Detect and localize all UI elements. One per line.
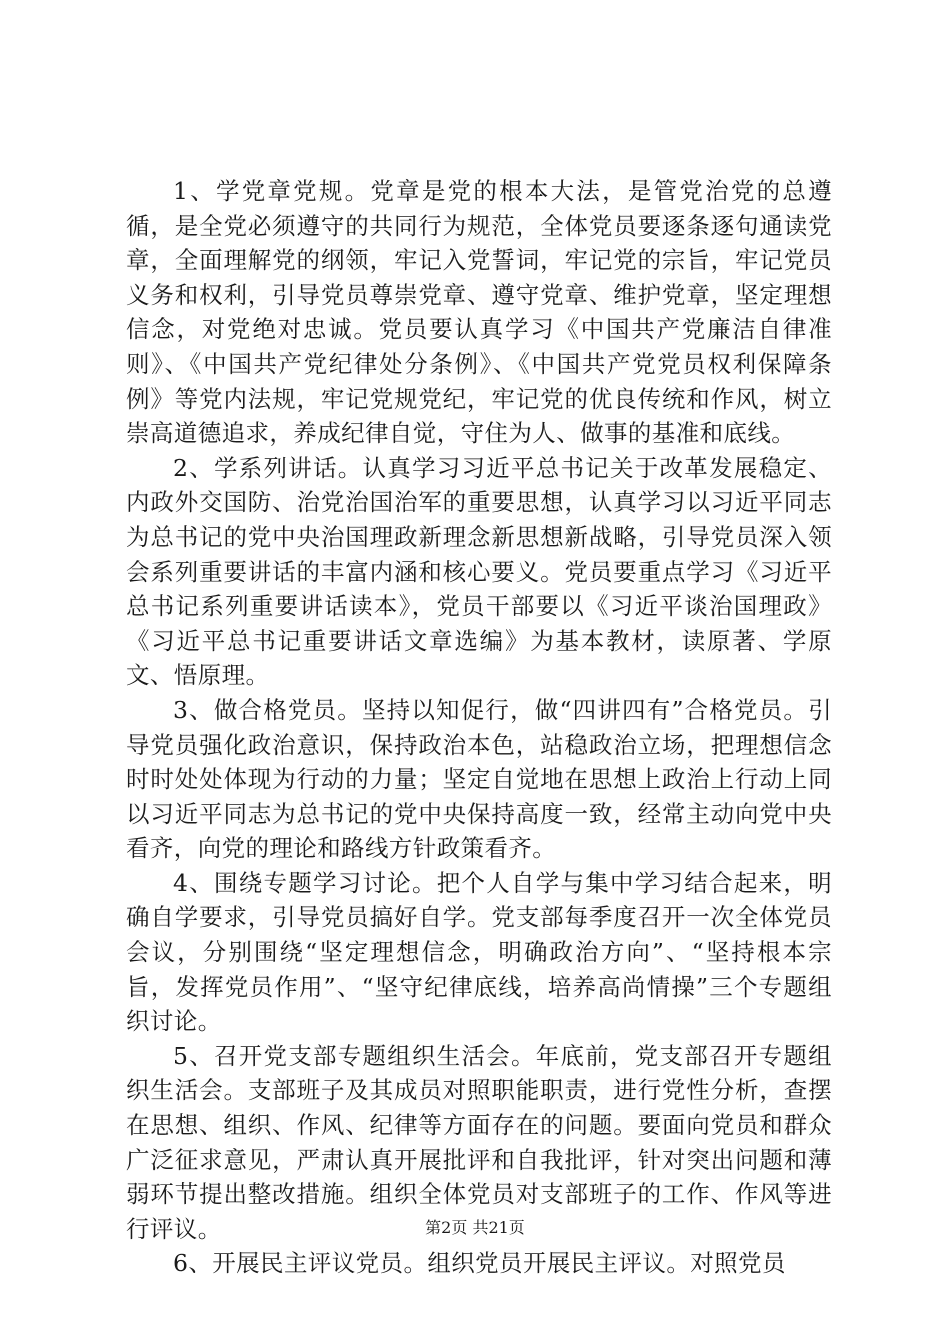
paragraph-party-constitution: 1、学党章党规。党章是党的根本大法，是管党治党的总遵循，是全党必须遵守的共同行为规范，全体党员要逐条逐句通读党章，全面理解党的纲领，牢记入党誓词，牢记党的宗旨，牢记党员义务和权利，引导党员尊崇党章、遵守党章、维护党章，坚定理想信念，对党绝对忠诚。党员要认真学习《中国共产党廉洁自律准则》、《中国共产党纪律处分条例》、《中国共产党党员权利保障条例》等党内法规，牢记党规党纪，牢记党的优良传统和作风，树立崇高道德追求，养成纪律自觉，守住为人、做事的基准和底线。 [126,177,832,448]
paragraph-topic-discussion: 4、围绕专题学习讨论。把个人自学与集中学习结合起来，明确自学要求，引导党员搞好自学。党支部每季度召开一次全体党员会议，分别围绕“坚定理想信念，明确政治方向”、“坚持根本宗旨，发挥党员作用”、“坚守纪律底线，培养高尚情操”三个专题组织讨论。 [126,868,832,1036]
document-body [126,174,832,1281]
paragraph-qualified-member: 3、做合格党员。坚持以知促行，做“四讲四有”合格党员。引导党员强化政治意识，保持政治本色，站稳政治立场，把理想信念时时处处体现为行动的力量；坚定自觉地在思想上政治上行动上同以习近平同志为总书记的党中央保持高度一致，经常主动向党中央看齐，向党的理论和路线方针政策看齐。 [126,695,832,863]
paragraph-democratic-evaluation: 6、开展民主评议党员。组织党员开展民主评议。对照党员 [173,1249,786,1278]
paragraph-organizational-life-meeting: 5、召开党支部专题组织生活会。年底前，党支部召开专题组织生活会。支部班子及其成员对照职能职责，进行党性分析，查摆在思想、组织、作风、纪律等方面存在的问题。要面向党员和群众广泛征求意见，严肃认真开展批评和自我批评，针对突出问题和薄弱环节提出整改措施。组织全体党员对支部班子的工作、作风等进行评议。 [126,1041,832,1243]
page-number-footer: 第2页 共21页 [425,1218,525,1237]
paragraph-series-speeches: 2、学系列讲话。认真学习习近平总书记关于改革发展稳定、内政外交国防、治党治国治军的重要思想，认真学习以习近平同志为总书记的党中央治国理政新理念新思想新战略，引导党员深入领会系列重要讲话的丰富内涵和核心要义。党员要重点学习《习近平总书记系列重要讲话读本》，党员干部要以《习近平谈治国理政》《习近平总书记重要讲话文章选编》为基本教材，读原著、学原文、悟原理。 [126,453,832,690]
